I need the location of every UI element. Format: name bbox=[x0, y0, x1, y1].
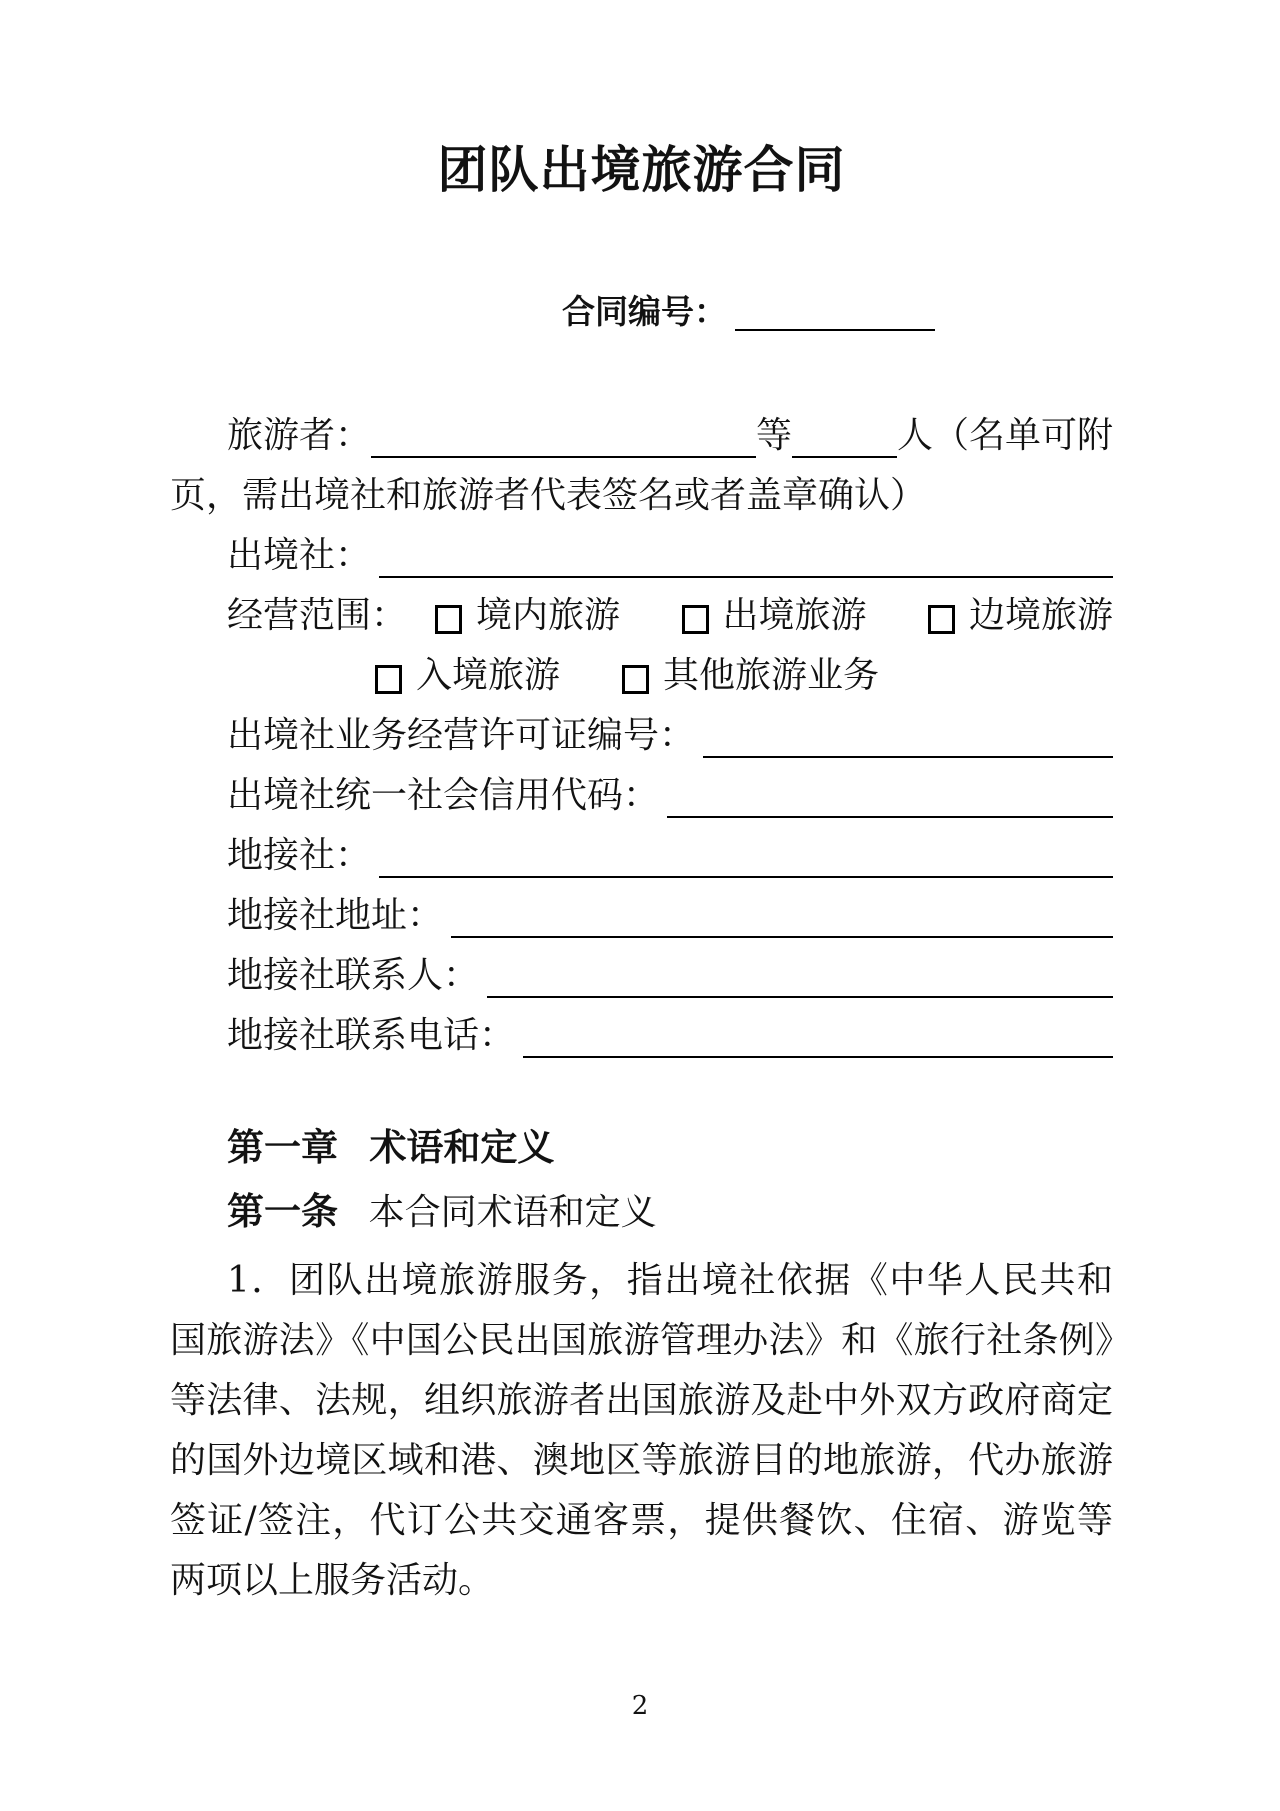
traveler-note-line bbox=[170, 464, 1113, 524]
outbound-agency-label: 出境社： bbox=[227, 535, 372, 577]
traveler-line bbox=[170, 404, 1113, 464]
local-agency-contact-line bbox=[170, 944, 1113, 1004]
document-title: 团队出境旅游合同 bbox=[437, 140, 846, 199]
outbound-agency-line bbox=[170, 524, 1113, 584]
traveler-tail-text: 人（名单可附 bbox=[896, 415, 1113, 457]
local-agency-contact-field[interactable] bbox=[487, 996, 1113, 998]
outbound-agency-field[interactable] bbox=[379, 576, 1113, 578]
option-domestic-tourism bbox=[435, 597, 620, 635]
traveler-count-field[interactable] bbox=[792, 456, 897, 458]
option-outbound-tourism-label: 出境旅游 bbox=[722, 595, 867, 637]
license-number-label: 出境社业务经营许可证编号： bbox=[227, 715, 696, 757]
option-border-tourism-label: 边境旅游 bbox=[968, 595, 1113, 637]
business-scope-line-2 bbox=[170, 644, 1113, 704]
article-1-number: 第一条 bbox=[227, 1190, 338, 1233]
contract-number-row bbox=[170, 282, 1113, 331]
article-1-title: 本合同术语和定义 bbox=[368, 1192, 657, 1233]
local-agency-field[interactable] bbox=[379, 876, 1113, 878]
local-agency-address-label: 地接社地址： bbox=[227, 895, 444, 937]
chapter-1-title: 术语和定义 bbox=[369, 1126, 555, 1169]
local-agency-contact-label: 地接社联系人： bbox=[227, 955, 480, 997]
option-inbound-tourism bbox=[375, 657, 560, 695]
option-domestic-tourism-label: 境内旅游 bbox=[476, 595, 621, 637]
option-other-tourism-business bbox=[622, 657, 879, 695]
license-number-field[interactable] bbox=[703, 756, 1113, 758]
business-scope-line-1 bbox=[170, 584, 1113, 644]
checkbox-domestic-tourism[interactable] bbox=[435, 605, 462, 634]
local-agency-address-line bbox=[170, 884, 1113, 944]
local-agency-phone-field[interactable] bbox=[523, 1056, 1113, 1058]
parties-form bbox=[170, 404, 1113, 1064]
traveler-label: 旅游者： bbox=[227, 415, 372, 457]
clause-1-paragraph: 1．团队出境旅游服务，指出境社依据《中华人民共和国旅游法》《中国公民出国旅游管理办法》和《旅行社条例》等法律、法规，组织旅游者出国旅游及赴中外双方政府商定的国外边境区域和港、澳地区等旅游目的地旅游，代办旅游签证/签注，代订公共交通客票，提供餐饮、住宿、游览等两项以上服务活动。 bbox=[170, 1260, 1113, 1601]
local-agency-label: 地接社： bbox=[227, 835, 372, 877]
credit-code-line bbox=[170, 764, 1113, 824]
article-1-heading bbox=[170, 1180, 1113, 1245]
local-agency-address-field[interactable] bbox=[451, 936, 1113, 938]
checkbox-inbound-tourism[interactable] bbox=[375, 665, 402, 694]
credit-code-label: 出境社统一社会信用代码： bbox=[227, 775, 660, 817]
contract-number-field[interactable] bbox=[735, 329, 935, 331]
local-agency-phone-line bbox=[170, 1004, 1113, 1064]
option-inbound-tourism-label: 入境旅游 bbox=[416, 655, 561, 697]
local-agency-phone-label: 地接社联系电话： bbox=[227, 1015, 516, 1057]
local-agency-line bbox=[170, 824, 1113, 884]
license-number-line bbox=[170, 704, 1113, 764]
chapter-1-number: 第一章 bbox=[227, 1126, 338, 1169]
checkbox-other-tourism-business[interactable] bbox=[622, 665, 649, 694]
option-border-tourism bbox=[928, 597, 1113, 635]
checkbox-border-tourism[interactable] bbox=[928, 605, 955, 634]
business-scope-label: 经营范围： bbox=[227, 595, 408, 637]
page-number: 2 bbox=[631, 1691, 649, 1721]
chapter-1-heading bbox=[170, 1116, 1113, 1180]
contract-number-label: 合同编号： bbox=[562, 292, 727, 331]
heading-spacer bbox=[338, 1116, 369, 1180]
checkbox-outbound-tourism[interactable] bbox=[682, 605, 709, 634]
traveler-names-field[interactable] bbox=[371, 456, 756, 458]
traveler-note-text: 页，需出境社和旅游者代表签名或者盖章确认） bbox=[170, 475, 927, 517]
option-outbound-tourism bbox=[682, 597, 867, 635]
business-scope-options-row1 bbox=[435, 597, 1113, 635]
credit-code-field[interactable] bbox=[667, 816, 1113, 818]
option-other-tourism-business-label: 其他旅游业务 bbox=[663, 655, 880, 697]
traveler-deng-text: 等 bbox=[755, 415, 792, 457]
